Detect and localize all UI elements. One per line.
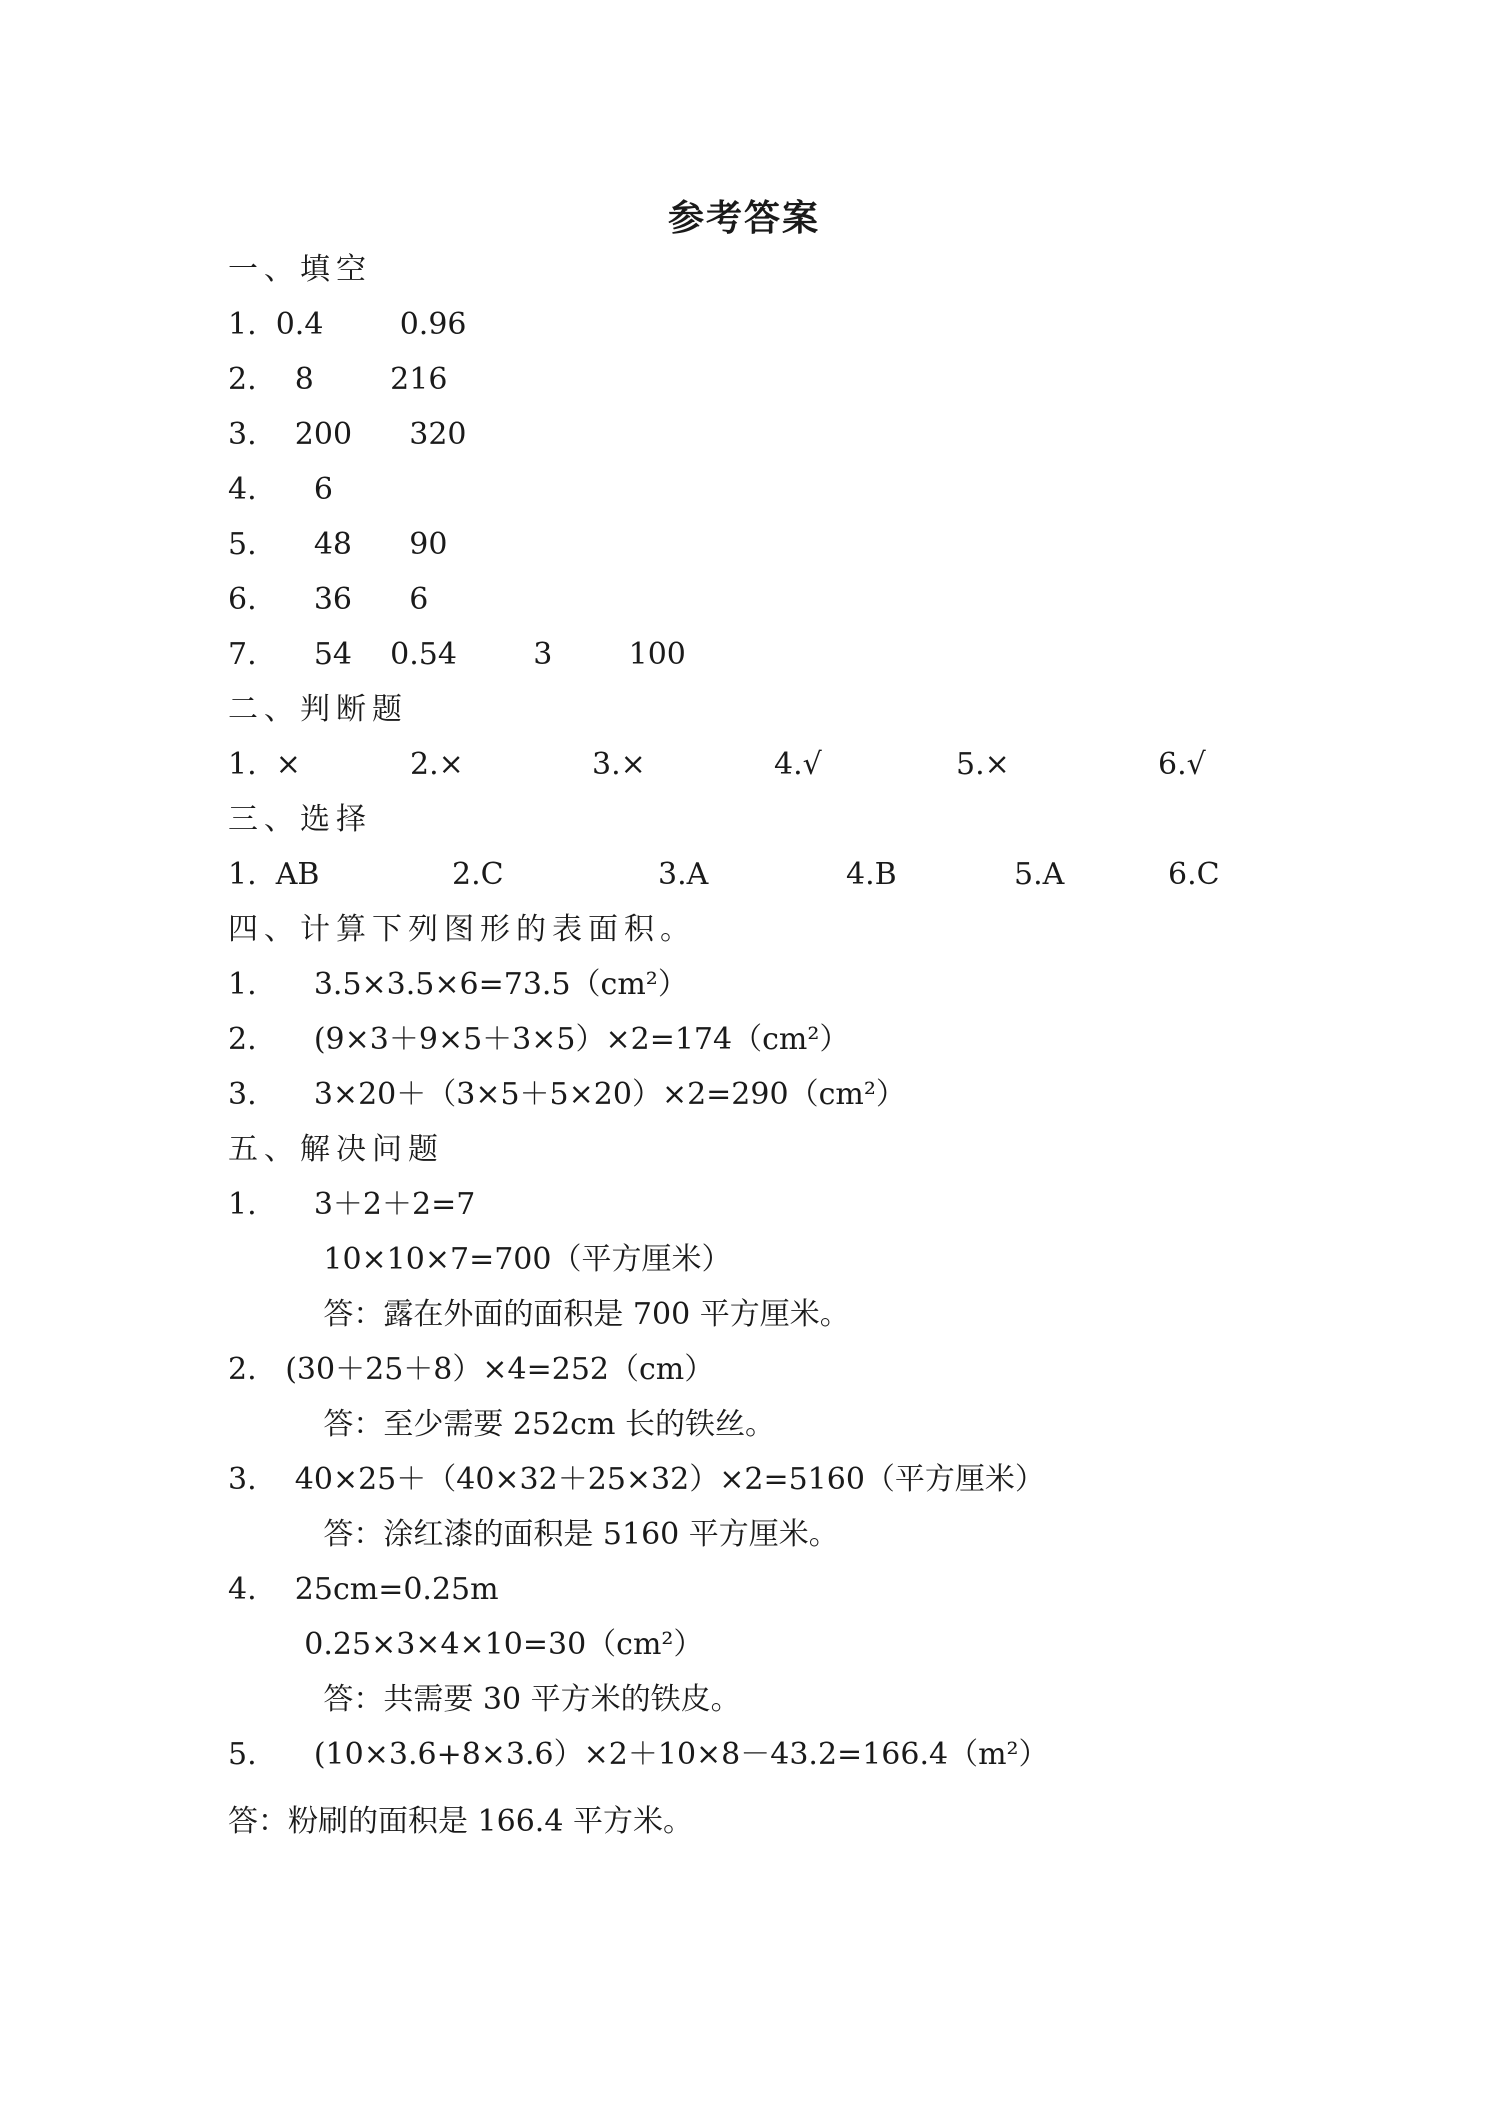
solution-line: 2. (30＋25＋8）×4=252（cm）	[228, 1352, 715, 1387]
choice-answer: 2.C	[452, 857, 504, 892]
answer-line: 6. 36 6	[228, 582, 429, 617]
solution-line: 答：至少需要 252cm 长的铁丝。	[228, 1407, 775, 1442]
solution-line: 3. 40×25＋（40×32＋25×32）×2=5160（平方厘米）	[228, 1462, 1045, 1497]
judgment-answer: 1. ×	[228, 747, 301, 782]
section-heading-true-false: 二、判断题	[228, 692, 408, 727]
solution-line: 0.25×3×4×10=30（cm²）	[228, 1627, 704, 1662]
judgment-answer: 5.×	[956, 747, 1010, 782]
judgment-answer: 2.×	[410, 747, 464, 782]
answer-line: 7. 54 0.54 3 100	[228, 637, 686, 672]
page-title: 参考答案	[667, 197, 820, 239]
judgment-answer: 6.√	[1158, 747, 1206, 782]
section-heading-problem-solving: 五、解决问题	[228, 1132, 444, 1167]
choice-answer: 6.C	[1168, 857, 1220, 892]
solution-line: 答：涂红漆的面积是 5160 平方厘米。	[228, 1517, 839, 1552]
answer-line: 3. 200 320	[228, 417, 467, 452]
choice-answer: 1. AB	[228, 857, 320, 892]
section-heading-choice: 三、选择	[228, 802, 372, 837]
answer-line: 2. 8 216	[228, 362, 448, 397]
section-heading-fill-blank: 一、填空	[228, 252, 372, 287]
answer-line: 5. 48 90	[228, 527, 448, 562]
solution-line: 10×10×7=700（平方厘米）	[228, 1242, 732, 1277]
choice-answer: 5.A	[1014, 857, 1065, 892]
section-heading-surface-area: 四、计算下列图形的表面积。	[228, 912, 696, 947]
answer-line: 1. 0.4 0.96	[228, 307, 467, 342]
calculation-line: 1. 3.5×3.5×6=73.5（cm²）	[228, 967, 688, 1002]
calculation-line: 2. (9×3＋9×5＋3×5）×2=174（cm²）	[228, 1022, 850, 1057]
choice-answer: 3.A	[658, 857, 709, 892]
solution-line: 1. 3＋2＋2=7	[228, 1187, 476, 1222]
solution-line: 4. 25cm=0.25m	[228, 1572, 499, 1607]
solution-line: 答：露在外面的面积是 700 平方厘米。	[228, 1297, 850, 1332]
solution-line: 5. (10×3.6+8×3.6）×2＋10×8－43.2=166.4（m²）	[228, 1737, 1049, 1772]
choice-answer: 4.B	[846, 857, 897, 892]
judgment-answer: 3.×	[592, 747, 646, 782]
calculation-line: 3. 3×20＋（3×5＋5×20）×2=290（cm²）	[228, 1077, 906, 1112]
final-answer: 答：粉刷的面积是 166.4 平方米。	[228, 1804, 693, 1839]
answer-line: 4. 6	[228, 472, 333, 507]
judgment-answer: 4.√	[774, 747, 822, 782]
solution-line: 答：共需要 30 平方米的铁皮。	[228, 1682, 741, 1717]
